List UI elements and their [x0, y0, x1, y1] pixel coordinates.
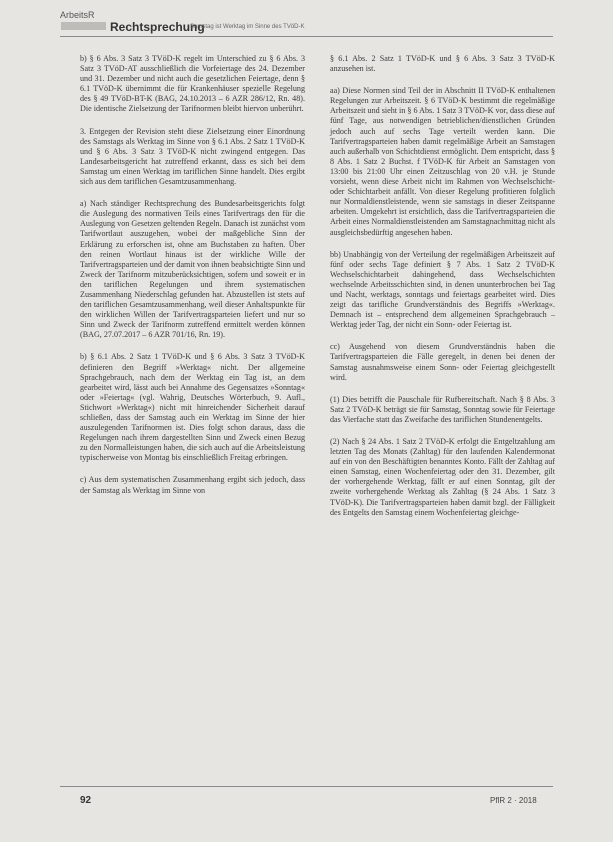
paragraph: c) Aus dem systematischen Zusammenhang ergibt sich jedoch, dass der Samstag als Werktag im Sinne von	[80, 475, 305, 495]
paragraph: (1) Dies betrifft die Pauschale für Rufbereitschaft. Nach § 8 Abs. 3 Satz 2 TVöD-K beträgt sie für Samstag, Sonntag sowie für Feiertage das Vierfache statt das Zweifache des tariflichen Stundenentgelts.	[330, 394, 555, 424]
header-title: Rechtsprechung	[110, 20, 205, 34]
page-number: 92	[80, 795, 92, 806]
header-marker	[61, 22, 106, 30]
section-label: ArbeitsR	[60, 10, 95, 20]
paragraph: cc) Ausgehend von diesem Grundverständnis haben die Tarifvertragsparteien die Fälle geregelt, in denen bei denen der Samstag ausnahmsweise einem Sonn- oder Feiertag gleichgestellt wird.	[330, 342, 555, 382]
left-column	[80, 54, 305, 508]
paragraph: a) Nach ständiger Rechtsprechung des Bundesarbeitsgerichts folgt die Auslegung des normativen Teils eines Tarifvertrags den für die Auslegung von Gesetzen geltenden Regeln. Danach ist zunächst vom Tarifwortlaut auszugehen, wobei der maßgebliche Sinn der Erklärung zu erforschen ist, ohne am Buchstaben zu haften. Über den reinen Wortlaut hinaus ist der wirkliche Wille der Tarifvertragsparteien und der damit von ihnen beabsichtigte Sinn und Zweck der Tarifnorm mitzuberücksichtigen, sofern und soweit er in den tariflichen Regelungen und ihrem systematischen Zusammenhang Niederschlag gefunden hat. Abzustellen ist stets auf den tariflichen Gesamtzusammenhang, weil dieser Anhaltspunkte für den wirklichen Willen der Tarifvertragsparteien liefert und nur so Sinn und Zweck der Tarifnorm zutreffend ermittelt werden können (BAG, 27.07.2017 – 6 AZR 701/16, Rn. 19).	[80, 199, 305, 340]
footer-rule	[60, 786, 553, 787]
paragraph: § 6.1 Abs. 2 Satz 1 TVöD-K und § 6 Abs. 3 Satz 3 TVöD-K anzusehen ist.	[330, 54, 555, 74]
header-rule	[60, 36, 553, 37]
paragraph: aa) Diese Normen sind Teil der in Abschnitt II TVöD-K enthaltenen Regelungen zur Arbeitszeit. § 6 TVöD-K bestimmt die regelmäßige Arbeitszeit und sieht in § 6 Abs. 1 Satz 3 TVöD-K vor, dass diese auf fünf Tage, aus notwendigen betrieblichen/dienstlichen Gründen jedoch auch auf sechs Tage verteilt werden kann. Die Tarifvertragsparteien haben damit regelmäßige Arbeit an Samstagen auch außerhalb von Schichtdienst ermöglicht. Dem entspricht, dass § 8 Abs. 1 Satz 2 Buchst. f TVöD-K für Arbeit an Samstagen von 13:00 bis 21:00 Uhr einen Zeitzuschlag von 20 v.H. je Stunde vorsieht, wenn diese Arbeit nicht im Rahmen von Wechselschicht- oder Schichtarbeit anfällt. Von dieser Regelung profitieren folglich nur Normaldienstleistende, wenn sie samstags in dieser Zeitspanne arbeiten. Umgekehrt ist ersichtlich, dass die Tarifvertragsparteien die Arbeit eines Normaldienstleistenden am Samstagnachmittag nicht als ausgleichsbedürftig angesehen haben.	[330, 86, 555, 237]
paragraph: b) § 6 Abs. 3 Satz 3 TVöD-K regelt im Unterschied zu § 6 Abs. 3 Satz 3 TVöD-AT ausschließlich die Vorfeiertage des 24. Dezember und 31. Dezember und nicht auch die gesetzlichen Feiertage, denn § 6.1 TVöD-K übernimmt die für Krankenhäuser spezielle Regelung des § 49 TVöD-BT-K (BAG, 24.10.2013 – 6 AZR 286/12, Rn. 48). Die identische Zielsetzung der Tarifnormen bleibt hiervon unberührt.	[80, 54, 305, 114]
paragraph: 3. Entgegen der Revision steht diese Zielsetzung einer Einordnung des Samstags als Werktag im Sinne von § 6.1 Abs. 2 Satz 1 TVöD-K und § 6 Abs. 3 Satz 3 TVöD-K nicht zwingend entgegen. Das Landesarbeitsgericht hat zutreffend erkannt, dass es sich bei dem Samstag um einen Werktag im tariflichen Sinne handelt. Dies ergibt sich aus dem tariflichen Gesamtzusammenhang.	[80, 126, 305, 187]
right-column	[330, 54, 555, 530]
header-subtitle: Samstag ist Werktag im Sinne des TVöD-K	[190, 24, 305, 30]
paragraph: b) § 6.1 Abs. 2 Satz 1 TVöD-K und § 6 Abs. 3 Satz 3 TVöD-K definieren den Begriff »Werktag« nicht. Der allgemeine Sprachgebrauch, nach dem der Werktag ein Tag ist, an dem gearbeitet wird, lässt auch bei Annahme des Gegensatzes »Sonntag« oder »Feiertag« (vgl. Wahrig, Deutsches Wörterbuch, 9. Aufl., Stichwort »Werktag«) nicht mit hinreichender Sicherheit darauf schließen, dass der Samstag auch ein Werktag im Sinne der hier auszulegenden Tarifnormen ist. Dies folgt schon daraus, dass die Regelungen nach ihrem dargestellten Sinn und Zweck einen Bezug zu den Normalleistungen haben, die sich auch auf die Arbeitsleistung typischerweise von Montag bis einschließlich Freitag erbringen.	[80, 352, 305, 463]
journal-reference: PflR 2 · 2018	[490, 796, 537, 805]
paragraph: (2) Nach § 24 Abs. 1 Satz 2 TVöD-K erfolgt die Entgeltzahlung am letzten Tag des Monats (Zahltag) für den laufenden Kalendermonat auf ein von den Beschäftigten benanntes Konto. Fällt der Zahltag auf einen Samstag, einen Wochenfeiertag oder den 31. Dezember, gilt der vorhergehende Werktag, fällt er auf einen Sonntag, gilt der zweite vorhergehende Werktag als Zahltag (§ 24 Abs. 1 Satz 3 TVöD-K). Die Tarifvertragsparteien haben damit bzgl. der Fälligkeit des Entgelts den Samstag einem Wochenfeiertag gleichge-	[330, 437, 555, 517]
paragraph: bb) Unabhängig von der Verteilung der regelmäßigen Arbeitszeit auf fünf oder sechs Tage definiert § 7 Abs. 1 Satz 2 TVöD-K Wechselschichtarbeit dahingehend, dass Wechselschichten wechselnde Arbeitsschichten sind, in denen ununterbrochen bei Tag und Nacht, werktags, sonntags und feiertags gearbeitet wird. Dies zeigt das tarifliche Grundverständnis des Begriffs »Werktag«. Demnach ist – entsprechend dem allgemeinen Sprachgebrauch – Werktag jeder Tag, der nicht ein Sonn- oder Feiertag ist.	[330, 249, 555, 330]
